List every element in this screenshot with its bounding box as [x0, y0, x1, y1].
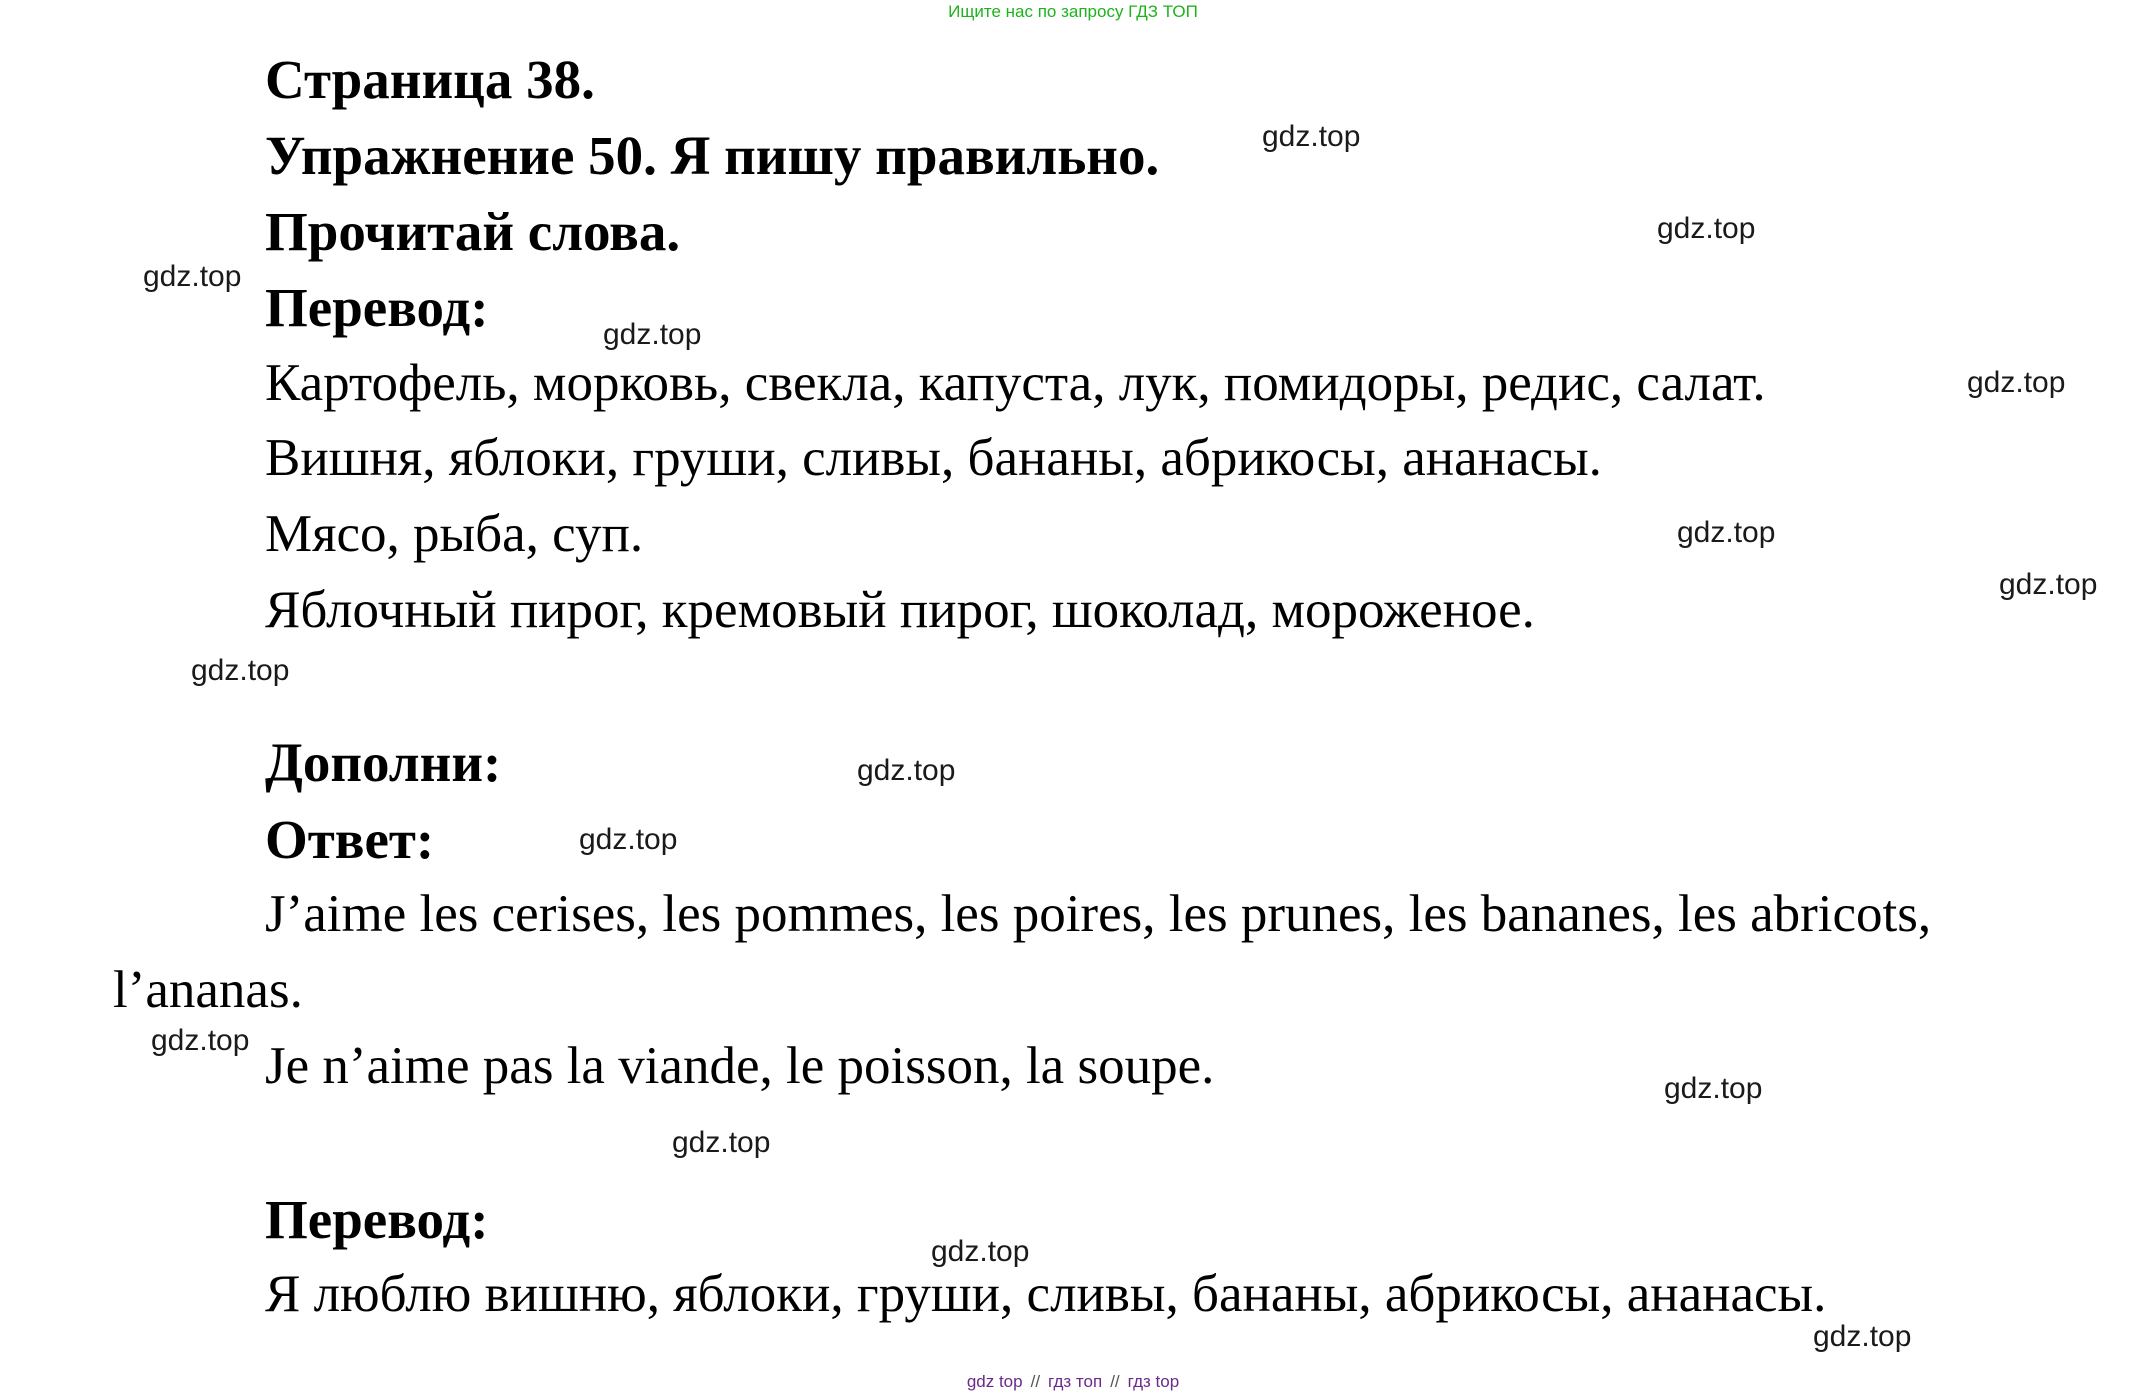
footer-link[interactable]: gdz top	[966, 1372, 1023, 1391]
page-title: Страница 38.	[265, 49, 595, 110]
exercise-title: Упражнение 50. Я пишу правильно.	[265, 125, 1160, 186]
answer-line: J’aime les cerises, les pommes, les poires, les prunes, les bananes, les abricots,	[265, 885, 1932, 943]
answer-line-continuation: l’ananas.	[113, 961, 303, 1019]
translation-label: Перевод:	[265, 277, 489, 338]
translation-line: Яблочный пирог, кремовый пирог, шоколад, мороженое.	[265, 581, 1535, 639]
watermark: gdz.top	[1262, 120, 1361, 153]
watermark: gdz.top	[603, 318, 702, 351]
translation-answer: Я люблю вишню, яблоки, груши, сливы, бананы, абрикосы, ананасы.	[265, 1265, 1827, 1323]
task-read: Прочитай слова.	[265, 201, 681, 262]
footer-links	[0, 1372, 2146, 1392]
watermark: gdz.top	[143, 260, 242, 293]
translation-line: Картофель, морковь, свекла, капуста, лук, помидоры, редис, салат.	[265, 354, 1766, 412]
answer-line: Je n’aime pas la viande, le poisson, la soupe.	[265, 1037, 1215, 1095]
watermark: gdz.top	[191, 654, 290, 687]
watermark: gdz.top	[1813, 1320, 1912, 1353]
translation-label: Перевод:	[265, 1189, 489, 1250]
watermark: gdz.top	[1999, 568, 2098, 601]
watermark: gdz.top	[857, 754, 956, 787]
watermark: gdz.top	[1664, 1072, 1763, 1105]
watermark: gdz.top	[1677, 516, 1776, 549]
watermark: gdz.top	[579, 823, 678, 856]
task-complete: Дополни:	[265, 732, 502, 793]
watermark: gdz.top	[151, 1024, 250, 1057]
footer-separator: //	[1110, 1372, 1120, 1391]
translation-line: Вишня, яблоки, груши, сливы, бананы, абрикосы, ананасы.	[265, 429, 1602, 487]
watermark: gdz.top	[672, 1126, 771, 1159]
footer-link[interactable]: гдз top	[1127, 1372, 1180, 1391]
footer-link[interactable]: гдз топ	[1048, 1372, 1103, 1391]
translation-line: Мясо, рыба, суп.	[265, 505, 644, 563]
footer-separator: //	[1030, 1372, 1041, 1391]
answer-label: Ответ:	[265, 809, 435, 870]
watermark: gdz.top	[1657, 212, 1756, 245]
watermark: gdz.top	[1967, 366, 2066, 399]
watermark: gdz.top	[931, 1235, 1030, 1268]
search-hint-banner: Ищите нас по запросу ГДЗ ТОП	[948, 2, 1198, 21]
